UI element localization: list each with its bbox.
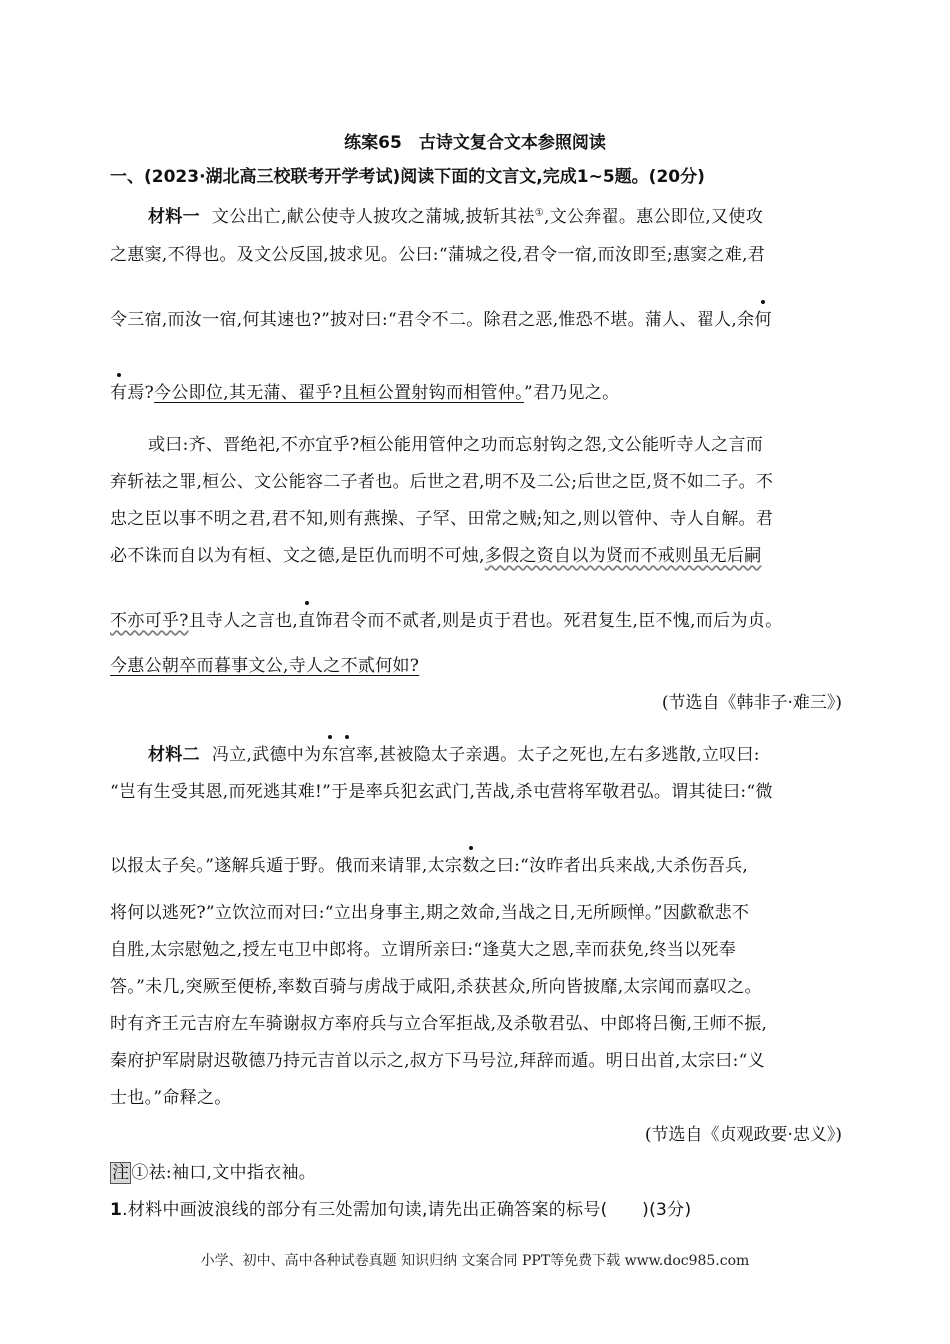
underlined-sentence: 今惠公朝卒而暮事文公,寺人之不贰何如? [110, 656, 420, 676]
material1-p2-line-4: 必不诛而自以为有桓、文之德,是臣仇而明不可烛,多假之资自以为贤而不戒则虽无后嗣 [110, 546, 762, 566]
material1-source: (节选自《韩非子·难三》) [661, 693, 842, 713]
material1-label: 材料一 [148, 207, 200, 227]
footnote-mark: ① [534, 207, 544, 219]
wavy-underlined-text: 不亦可乎? [110, 611, 189, 631]
material2-line-9: 士也。”命释之。 [110, 1088, 232, 1108]
dotted-char: 宫 [338, 745, 357, 765]
dotted-char: 直 [298, 611, 316, 631]
material2-line-1: 材料二 冯立,武德中为东宫率,甚被隐太子亲遇。太子之死也,左右多逃散,立叹曰: [148, 745, 760, 765]
material1-p2-line-2: 弃斩祛之罪,桓公、文公能容二子者也。后世之君,明不及二公;后世之臣,贤不如二子。不 [110, 472, 774, 492]
footer: 小学、初中、高中各种试卷真题 知识归纳 文案合同 PPT等免费下载 www.doc985.com [200, 1253, 750, 1269]
material2-line-3: 以报太子矣。”遂解兵遁于野。俄而来请罪,太宗数之曰:“汝昨者出兵来战,大杀伤吾兵, [110, 856, 749, 876]
material1-p2-line-5: 不亦可乎?且寺人之言也,直饰君令而不贰者,则是贞于君也。死君复生,臣不愧,而后为贞。 [110, 611, 783, 631]
material1-p2-line-1: 或曰:齐、晋绝祀,不亦宜乎?桓公能用管仲之功而忘射钩之怨,文公能听寺人之言而 [148, 435, 764, 455]
section-header: 一、(2023·湖北高三校联考开学考试)阅读下面的文言文,完成1~5题。(20分) [110, 167, 705, 187]
material2-source: (节选自《贞观政要·忠义》) [644, 1125, 842, 1145]
material2-line-2: “岂有生受其恩,而死逃其难!”于是率兵犯玄武门,苦战,杀屯营将军敬君弘。谓其徒曰:“微 [110, 782, 773, 802]
wavy-underlined-text: 多假之资自以为贤而不戒则虽无后嗣 [484, 546, 762, 566]
dotted-char: 有 [110, 383, 128, 403]
material2-line-6: 答。”未几,突厥至便桥,率数百骑与虏战于咸阳,杀获甚众,所向皆披靡,太宗闻而嘉叹之。 [110, 977, 762, 997]
material1-line-4: 有焉?今公即位,其无蒲、翟乎?且桓公置射钩而相管仲。”君乃见之。 [110, 383, 620, 403]
material1-line-1: 材料一 文公出亡,献公使寺人披攻之蒲城,披斩其祛①,文公奔翟。惠公即位,又使攻 [148, 207, 763, 227]
material1-p2-line-3: 忠之臣以事不明之君,君不知,则有燕操、子罕、田常之贼;知之,则以管仲、寺人自解。君 [110, 509, 774, 529]
dotted-char: 何 [754, 310, 772, 330]
material2-label: 材料二 [148, 745, 200, 765]
material1-line-3: 令三宿,而汝一宿,何其速也?”披对曰:“君令不二。除君之恶,惟恐不堪。蒲人、翟人,余何 [110, 310, 772, 330]
footnote: 注 ①祛:袖口,文中指衣袖。 [112, 1163, 317, 1183]
material1-p2-line-6 [110, 651, 850, 676]
material1-line-2: 之惠窦,不得也。及文公反国,披求见。公曰:“蒲城之役,君令一宿,而汝即至;惠窦之难,君 [110, 245, 766, 265]
dotted-char: 东 [321, 745, 339, 765]
page-title: 练案65 古诗文复合文本参照阅读 [344, 133, 606, 153]
dotted-char: 数 [462, 856, 480, 876]
underlined-sentence: 今公即位,其无蒲、翟乎?且桓公置射钩而相管仲。 [154, 383, 524, 403]
note-label: 注 [112, 1163, 130, 1183]
material2-line-4: 将何以逃死?”立饮泣而对曰:“立出身事主,期之效命,当战之日,无所顾惮。”因歔欷悲不 [110, 903, 750, 923]
material2-line-7: 时有齐王元吉府左车骑谢叔方率府兵与立合军拒战,及杀敬君弘、中郎将吕衡,王师不振, [110, 1014, 768, 1034]
material2-line-5: 自胜,太宗慰勉之,授左屯卫中郎将。立谓所亲曰:“逢莫大之恩,幸而获免,终当以死奉 [110, 940, 737, 960]
material2-line-8: 秦府护军尉尉迟敬德乃持元吉首以示之,叔方下马号泣,拜辞而遁。明日出首,太宗曰:“义 [110, 1051, 765, 1071]
question-1: 1.材料中画波浪线的部分有三处需加句读,请先出正确答案的标号( )(3分) [110, 1200, 692, 1220]
